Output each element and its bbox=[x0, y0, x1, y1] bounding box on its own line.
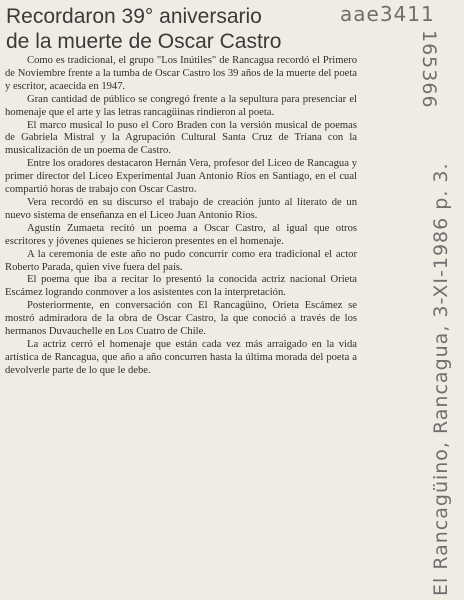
paragraph-6: Agustín Zumaeta recitó un poema a Oscar Castro, al igual que otros escritores y jóvenes quienes se hicieron presentes en el homenaje. bbox=[5, 222, 357, 247]
paragraph-5: Vera recordó en su discurso el trabajo de creación junto al literato de un nuevo sistema de enseñanza en el Liceo Juan Antonio Ríos. bbox=[5, 196, 357, 221]
paragraph-7: A la ceremonia de este año no pudo concurrir como era tradicional el actor Roberto Parada, quien vive fuera del país. bbox=[5, 248, 357, 273]
headline-line-2: de la muerte de Oscar Castro bbox=[6, 30, 282, 53]
headline-line-1: Recordaron 39° aniversario bbox=[6, 5, 262, 28]
handwritten-accession-number: 165366 bbox=[418, 30, 440, 109]
article-body bbox=[5, 55, 357, 378]
paragraph-10: La actriz cerró el homenaje que están cada vez más arraigado en la vida artística de Rancagua, que año a año concurren hasta la última morada del poeta a devolverle parte de lo que le debe. bbox=[5, 338, 357, 376]
paragraph-1: Como es tradicional, el grupo "Los Inútiles" de Rancagua recordó el Primero de Noviembre frente a la tumba de Oscar Castro los 39 años de la muerte del poeta y escritor, acaecida en 1947. bbox=[5, 55, 357, 92]
paragraph-8: El poema que iba a recitar lo presentó la conocida actriz nacional Orieta Escámez logrando conmover a los asistentes con la interpretación. bbox=[5, 274, 357, 299]
handwritten-source-note: El Rancagüino, Rancagua, 3-XI-1986 p. 3. bbox=[430, 162, 452, 596]
article-headline bbox=[6, 4, 336, 54]
paragraph-9: Posteriormente, en conversación con El Rancagüino, Orieta Escámez se mostró admiradora de la obra de Oscar Castro, la que conoció a través de los hermanos Duvauchelle en Los Cuatro de Chile. bbox=[5, 300, 357, 338]
paragraph-2: Gran cantidad de público se congregó frente a la sepultura para presenciar el homenaje que el arte y las letras rancagüinas rindieron al poeta. bbox=[5, 93, 357, 118]
handwritten-catalog-code: aae3411 bbox=[340, 2, 435, 26]
paragraph-4: Entre los oradores destacaron Hernán Vera, profesor del Liceo de Rancagua y primer director del Liceo Experimental Juan Antonio Ríos en Santiago, en el cual compartió horas de trabajo con Oscar Castro. bbox=[5, 158, 357, 196]
paragraph-3: El marco musical lo puso el Coro Braden con la versión musical de poemas de Gabriela Mistral y la Agrupación Cultural Santa Cruz de Triana con la musicalización de un poema de Castro. bbox=[5, 119, 357, 157]
